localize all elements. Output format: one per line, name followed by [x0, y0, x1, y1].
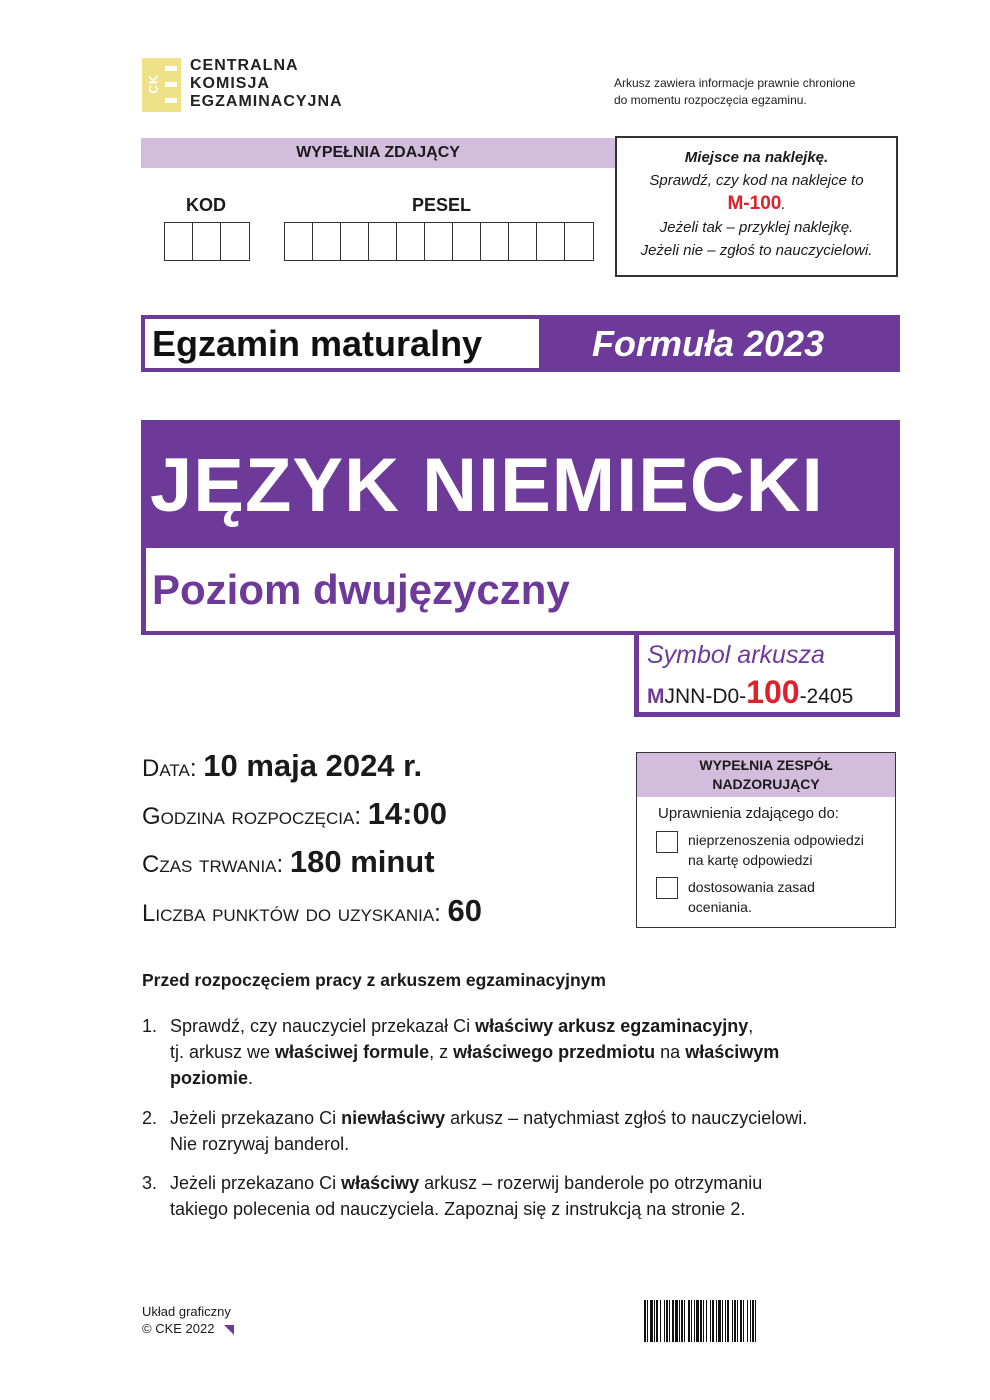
pesel-label: PESEL [412, 195, 472, 215]
opt1-line-2: na kartę odpowiedzi [688, 852, 813, 868]
symbol-code [647, 675, 853, 714]
item-3-text-c: takiego polecenia od nauczyciela. Zapoznaj się z instrukcją na stronie 2. [170, 1199, 746, 1219]
instruction-item-1 [142, 1013, 882, 1091]
item-3-text-a: Jeżeli przekazano Ci [170, 1173, 342, 1193]
subject-title: JĘZYK NIEMIECKI [150, 443, 824, 528]
item-2-text-a: Jeżeli przekazano Ci [170, 1108, 342, 1128]
item-1-bold-b: właściwej formule [275, 1042, 430, 1062]
item-3-text-b: arkusz – rozerwij banderole po otrzymaniu [419, 1173, 763, 1193]
sticker-code: M-100 [727, 193, 782, 214]
sticker-line-3: Jeżeli tak – przyklej naklejkę. [659, 219, 854, 236]
sticker-line-4: Jeżeli nie – zgłoś to nauczycielowi. [640, 242, 873, 259]
item-1-text-f: . [248, 1068, 254, 1088]
symbol-prefix: JNN-D0- [664, 685, 747, 708]
instructions-heading: Przed rozpoczęciem pracy z arkuszem egzaminacyjnym [142, 970, 606, 990]
item-2-bold-a: niewłaściwy [341, 1108, 446, 1128]
footer-line-2: © CKE 2022 [142, 1321, 215, 1336]
option-adjusted-grading [688, 877, 888, 917]
logo-line-1: CENTRALNA [190, 57, 299, 74]
exam-duration [142, 844, 435, 883]
opt2-line-2: oceniania. [688, 899, 752, 915]
opt1-line-1: nieprzenoszenia odpowiedzi [688, 832, 864, 848]
supervisor-label: Uprawnienia zdającego do: [658, 805, 839, 822]
item-1-bold-c: właściwego przedmiotu [453, 1042, 656, 1062]
sticker-area [615, 136, 898, 277]
sticker-code-dot: . [781, 196, 786, 213]
exam-start [142, 796, 447, 835]
item-3-number: 3. [142, 1173, 158, 1193]
checkbox-no-transfer[interactable] [656, 831, 678, 853]
item-3-bold-a: właściwy [341, 1173, 420, 1193]
logo-line-3: EGZAMINACYJNA [190, 93, 343, 110]
item-1-number: 1. [142, 1016, 158, 1036]
kod-label: KOD [186, 195, 226, 215]
logo-line-2: KOMISJA [190, 75, 270, 92]
exam-date [142, 748, 422, 787]
cke-logo-mark [142, 58, 181, 112]
footer-line-1: Układ graficzny [142, 1304, 231, 1319]
sticker-line-1: Miejsce na naklejkę. [684, 149, 829, 166]
checkbox-adjusted-grading[interactable] [656, 877, 678, 899]
supervisor-head-1: WYPEŁNIA ZESPÓŁ [699, 757, 833, 773]
item-1-bold-a: właściwy arkusz egzaminacyjny [475, 1016, 749, 1036]
pesel-input-boxes[interactable] [284, 222, 594, 261]
exam-formula: Formuła 2023 [592, 323, 825, 364]
footer-credits [142, 1303, 231, 1337]
notice-line-2: do momentu rozpoczęcia egzaminu. [614, 93, 807, 107]
points-label: Liczba punktów do uzyskania: [142, 900, 441, 927]
exam-name: Egzamin maturalny [152, 323, 483, 364]
item-1-text-c: tj. arkusz we [170, 1042, 276, 1062]
duration-label: Czas trwania: [142, 851, 284, 878]
symbol-prefix-m: M [647, 685, 665, 708]
item-1-text-e: na [655, 1042, 686, 1062]
symbol-label: Symbol arkusza [647, 641, 825, 669]
item-2-text-b: arkusz – natychmiast zgłoś to nauczycielowi. [445, 1108, 808, 1128]
item-2-number: 2. [142, 1108, 158, 1128]
date-value: 10 maja 2024 r. [203, 748, 423, 783]
candidate-fill-band: WYPEŁNIA ZDAJĄCY [141, 138, 615, 168]
item-1-bold-e: poziomie [170, 1068, 249, 1088]
item-1-text-d: , z [429, 1042, 454, 1062]
symbol-number: 100 [746, 674, 800, 710]
start-label: Godzina rozpoczęcia: [142, 803, 362, 830]
cke-logo-text [190, 57, 343, 111]
corner-triangle-icon [224, 1325, 234, 1335]
item-2-text-c: Nie rozrywaj banderol. [170, 1134, 350, 1154]
symbol-suffix: -2405 [799, 685, 854, 708]
start-value: 14:00 [367, 796, 447, 831]
barcode-icon [644, 1300, 888, 1342]
option-no-transfer [688, 830, 888, 870]
item-1-text-b: , [748, 1016, 754, 1036]
legal-notice [614, 75, 855, 109]
exam-points [142, 893, 482, 932]
instruction-item-3 [142, 1170, 882, 1222]
date-label: Data: [142, 755, 197, 782]
logo-mark-text: CK [146, 74, 161, 94]
supervisor-header [637, 753, 895, 797]
supervisor-head-2: NADZORUJĄCY [712, 776, 820, 792]
notice-line-1: Arkusz zawiera informacje prawnie chronione [614, 76, 856, 90]
points-value: 60 [447, 893, 482, 928]
item-1-bold-d: właściwym [685, 1042, 780, 1062]
subject-level: Poziom dwujęzyczny [152, 566, 570, 613]
opt2-line-1: dostosowania zasad [688, 879, 815, 895]
item-1-text-a: Sprawdź, czy nauczyciel przekazał Ci [170, 1016, 476, 1036]
duration-value: 180 minut [289, 844, 435, 879]
sticker-line-2: Sprawdź, czy kod na naklejce to [649, 172, 864, 189]
instruction-item-2 [142, 1105, 882, 1157]
kod-input-boxes[interactable] [164, 222, 250, 261]
